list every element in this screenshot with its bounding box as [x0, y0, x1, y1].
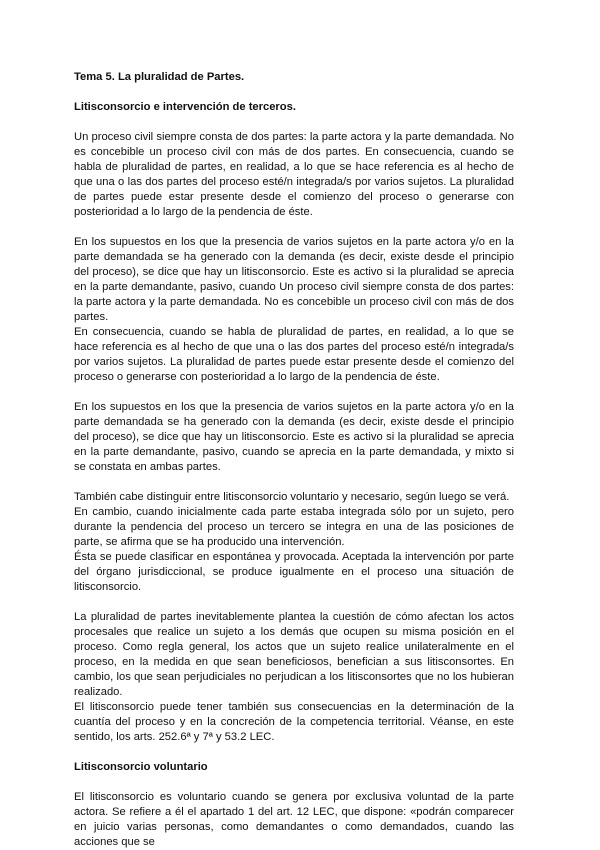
document-title: Tema 5. La pluralidad de Partes.	[74, 71, 245, 83]
paragraph-9: El litisconsorcio puede tener también sus consecuencias en la determinación de la cuantía del proceso y en la concreción de la competencia territorial. Véanse, en este sentido, los arts. 252.6ª y 7ª y 53.2 LEC.	[74, 701, 514, 743]
paragraph-4: En los supuestos en los que la presencia de varios sujetos en la parte actora y/o en la parte demandada se ha generado con la demanda (es decir, existe desde el principio del proceso), se dice que hay un litisconsorcio. Este es activo si la pluralidad se aprecia en la parte demandante, pasivo, cuando se aprecia en la parte demandada, y mixto si se constata en ambas partes.	[74, 401, 514, 473]
section-heading-litisconsorcio: Litisconsorcio e intervención de terceros.	[74, 101, 296, 113]
paragraph-8: La pluralidad de partes inevitablemente plantea la cuestión de cómo afectan los actos procesales que realice un sujeto a los demás que ocupen su misma posición en el proceso. Como regla general, los actos que un sujeto realice unilateralmente en el proceso, en la medida en que sean beneficiosos, benefician a sus litisconsortes. En cambio, los que sean perjudiciales no perjudican a los litisconsortes que no los hubieran realizado.	[74, 611, 514, 698]
paragraph-3: En consecuencia, cuando se habla de pluralidad de partes, en realidad, a lo que se hace referencia es al hecho de que una o las dos partes del proceso esté/n integrada/s por varios sujetos. La pluralidad de partes puede estar presente desde el comienzo del proceso o generarse con posterioridad a lo largo de la pendencia de éste.	[74, 326, 514, 383]
paragraph-6: En cambio, cuando inicialmente cada parte estaba integrada sólo por un sujeto, pero durante la pendencia del proceso un tercero se integra en una de las posiciones de parte, se afirma que se ha producido una intervención.	[74, 506, 514, 548]
paragraph-7: Ésta se puede clasificar en espontánea y provocada. Aceptada la intervención por parte del órgano jurisdiccional, se produce igualmente en el proceso una situación de litisconsorcio.	[74, 551, 514, 593]
paragraph-5: También cabe distinguir entre litisconsorcio voluntario y necesario, según luego se verá.	[74, 491, 510, 503]
paragraph-2: En los supuestos en los que la presencia de varios sujetos en la parte actora y/o en la parte demandada se ha generado con la demanda (es decir, existe desde el principio del proceso), se dice que hay un litisconsorcio. Este es activo si la pluralidad se aprecia en la parte demandante, pasivo, cuando Un proceso civil siempre consta de dos partes: la parte actora y la parte demandada. No es concebible un proceso civil con más de dos partes.	[74, 236, 514, 323]
paragraph-1: Un proceso civil siempre consta de dos partes: la parte actora y la parte demandada. No es concebible un proceso civil con más de dos partes. En consecuencia, cuando se habla de pluralidad de partes, en realidad, a lo que se hace referencia es al hecho de que una o las dos partes del proceso esté/n integrada/s por varios sujetos. La pluralidad de partes puede estar presente desde el comienzo del proceso o generarse con posterioridad a lo largo de la pendencia de éste.	[74, 131, 514, 218]
paragraph-10: El litisconsorcio es voluntario cuando se genera por exclusiva voluntad de la parte actora. Se refiere a él el apartado 1 del art. 12 LEC, que dispone: «podrán comparecer en juicio varias personas, como demandantes o como demandados, cuando las acciones que se	[74, 791, 514, 848]
section-heading-voluntario: Litisconsorcio voluntario	[74, 761, 208, 773]
